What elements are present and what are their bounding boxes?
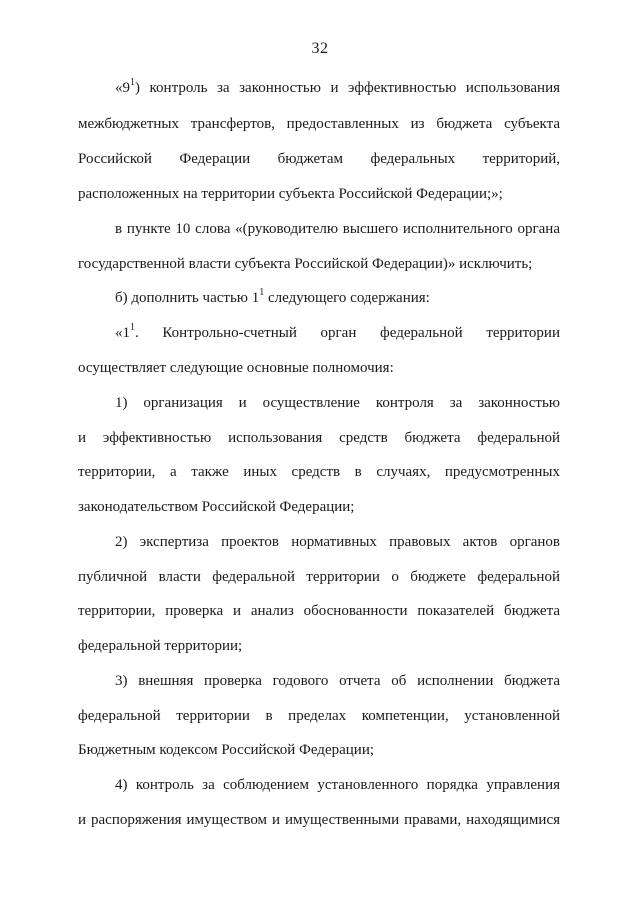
text-line: [115, 78, 560, 98]
text-line: законодательством Российской Федерации;: [78, 499, 355, 515]
page-number: 32: [311, 40, 329, 57]
text-line: [115, 323, 560, 343]
text-line: федеральной территории;: [78, 638, 243, 654]
superscript: 1: [130, 322, 135, 333]
superscript: 1: [130, 77, 135, 88]
text-fragment: . Контрольно-счетный орган федеральной территории: [135, 325, 560, 341]
text-fragment: «1: [115, 325, 130, 341]
text-line: межбюджетных трансфертов, предоставленных из бюджета субъекта: [78, 116, 560, 132]
text-line: территории, проверка и анализ обоснованности показателей бюджета: [78, 603, 560, 619]
text-line: 3) внешняя проверка годового отчета об исполнении бюджета: [115, 673, 560, 689]
text-fragment: ) контроль за законностью и эффективностью использования: [135, 80, 560, 96]
text-line: 4) контроль за соблюдением установленного порядка управления: [115, 777, 560, 793]
text-fragment: б) дополнить частью 1: [115, 290, 260, 306]
text-line: и распоряжения имуществом и имущественными правами, находящимися: [78, 812, 560, 828]
text-line: и эффективностью использования средств бюджета федеральной: [78, 430, 560, 446]
superscript: 1: [259, 287, 265, 298]
text-line: осуществляет следующие основные полномочия:: [78, 360, 394, 376]
text-line: публичной власти федеральной территории о бюджете федеральной: [78, 569, 560, 585]
text-line: Российской Федерации бюджетам федеральных территорий,: [78, 151, 560, 167]
text-line: государственной власти субъекта Российской Федерации)» исключить;: [78, 256, 533, 272]
text-fragment: «9: [115, 80, 130, 96]
text-line: в пункте 10 слова «(руководителю высшего исполнительного органа: [115, 221, 560, 237]
text-line: расположенных на территории субъекта Российской Федерации;»;: [78, 186, 503, 202]
text-line: Бюджетным кодексом Российской Федерации;: [78, 742, 375, 758]
text-line: территории, а также иных средств в случаях, предусмотренных: [78, 464, 560, 480]
text-line: 1) организация и осуществление контроля за законностью: [115, 395, 560, 411]
text-line: 2) экспертиза проектов нормативных правовых актов органов: [115, 534, 560, 550]
text-line: федеральной территории в пределах компетенции, установленной: [78, 708, 560, 724]
text-line: [115, 288, 560, 308]
text-fragment: следующего содержания:: [264, 290, 430, 306]
